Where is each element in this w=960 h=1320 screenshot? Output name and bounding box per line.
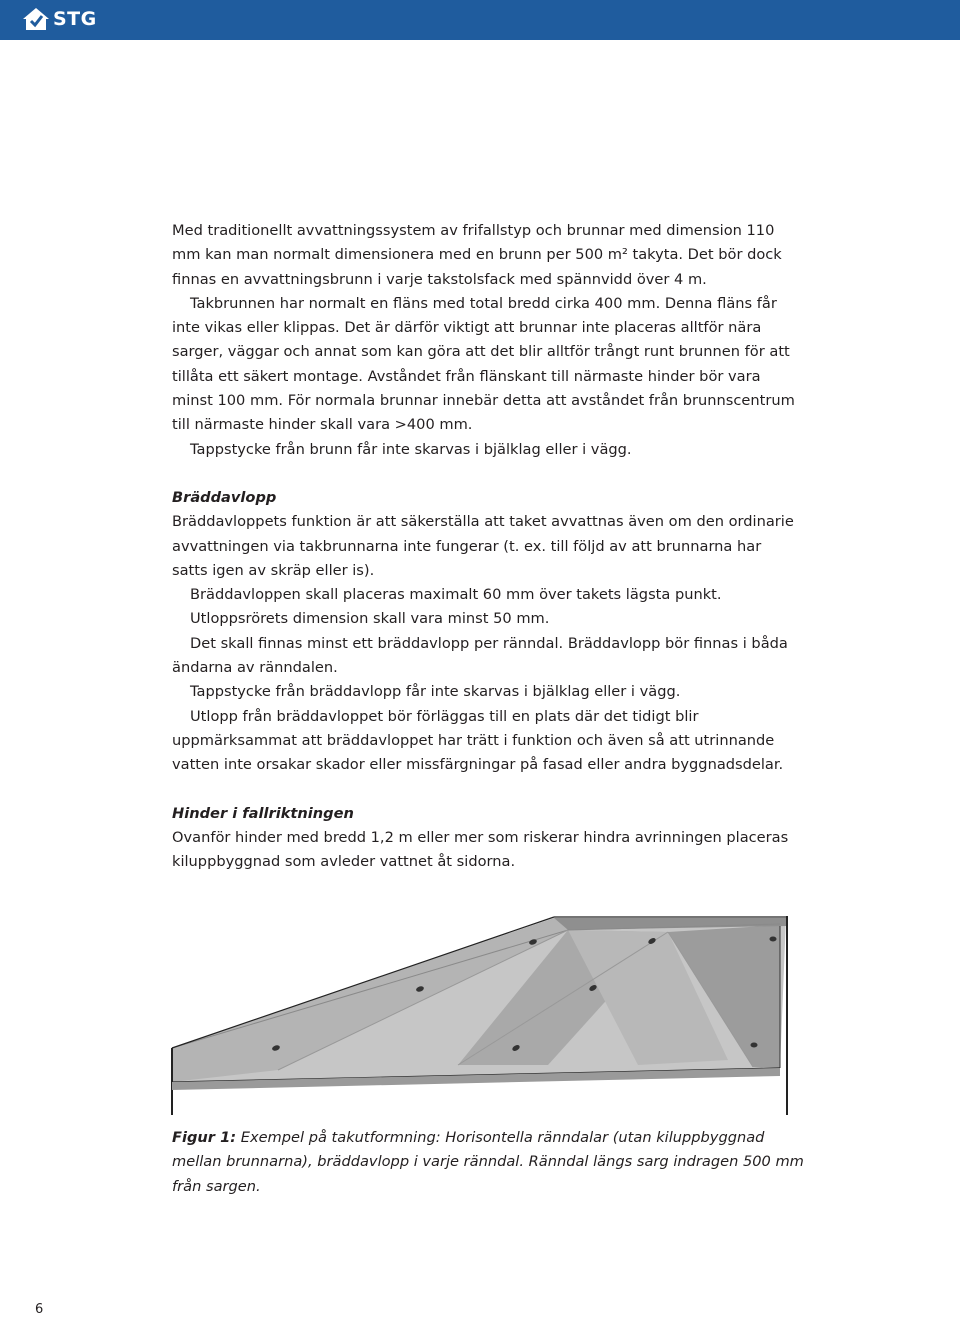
logo-text: STG — [53, 8, 97, 30]
braddavlopp-paragraph-1: Bräddavloppets funktion är att säkerställa att taket avvattnas även om den ordinarie avvattningen via takbrunnarna inte fungerar (t. ex. till följd av att brunnarna har satts igen av skräp eller is). — [172, 513, 794, 579]
braddavlopp-paragraph-5: Tappstycke från bräddavlopp får inte skarvas i bjälklag eller i vägg. — [190, 683, 681, 701]
main-content — [172, 219, 797, 874]
roof-illustration — [168, 910, 794, 1120]
header-bar — [0, 0, 960, 40]
drain-8 — [770, 937, 777, 942]
braddavlopp-paragraph-4: Det skall finnas minst ett bräddavlopp per ränndal. Bräddavlopp bör finnas i båda ändarna av ränndalen. — [172, 634, 788, 677]
section-heading-braddavlopp: Bräddavlopp — [172, 488, 277, 506]
house-check-icon — [22, 6, 50, 32]
drain-7 — [751, 1043, 758, 1048]
section-heading-hinder: Hinder i fallriktningen — [172, 804, 354, 822]
intro-paragraph-1: Med traditionellt avvattningssystem av frifallstyp och brunnar med dimension 110 mm kan man normalt dimensionera med en brunn per 500 m² takyta. Det bör dock finnas en avvattningsbrunn i varje takstolsfack med spännvidd över 4 m. — [172, 222, 782, 288]
braddavlopp-paragraph-2: Bräddavloppen skall placeras maximalt 60 mm över takets lägsta punkt. — [190, 586, 722, 604]
intro-paragraph-2: Takbrunnen har normalt en fläns med total bredd cirka 400 mm. Denna fläns får inte vikas eller klippas. Det är därför viktigt att brunnar inte placeras alltför nära sarger, väggar och annat som kan göra att det blir alltför trångt runt brunnen för att tillåta ett säkert montage. Avståndet från flänskant till närmaste hinder bör vara minst 100 mm. För normala brunnar innebär detta att avståndet från brunnscentrum till närmaste hinder skall vara >400 mm. — [172, 294, 795, 434]
intro-paragraph-3: Tappstycke från brunn får inte skarvas i bjälklag eller i vägg. — [190, 440, 632, 458]
braddavlopp-paragraph-3: Utloppsrörets dimension skall vara minst 50 mm. — [190, 610, 550, 628]
figure-caption — [172, 1126, 812, 1199]
hinder-paragraph-1: Ovanför hinder med bredd 1,2 m eller mer som riskerar hindra avrinningen placeras kiluppbyggnad som avleder vattnet åt sidorna. — [172, 828, 789, 871]
caption-label: Figur 1: — [172, 1129, 237, 1146]
page-number: 6 — [35, 1302, 44, 1317]
caption-text: Exempel på takutformning: Horisontella ränndalar (utan kiluppbyggnad mellan brunnarna), bräddavlopp i varje ränndal. Ränndal längs sarg indragen 500 mm från sargen. — [172, 1129, 804, 1195]
braddavlopp-paragraph-6: Utlopp från bräddavloppet bör förläggas till en plats där det tidigt blir uppmärksammat att bräddavloppet har trätt i funktion och även så att utrinnande vatten inte orsakar skador eller missfärgningar på fasad eller andra byggnadsdelar. — [172, 707, 784, 774]
logo[interactable] — [22, 4, 97, 34]
